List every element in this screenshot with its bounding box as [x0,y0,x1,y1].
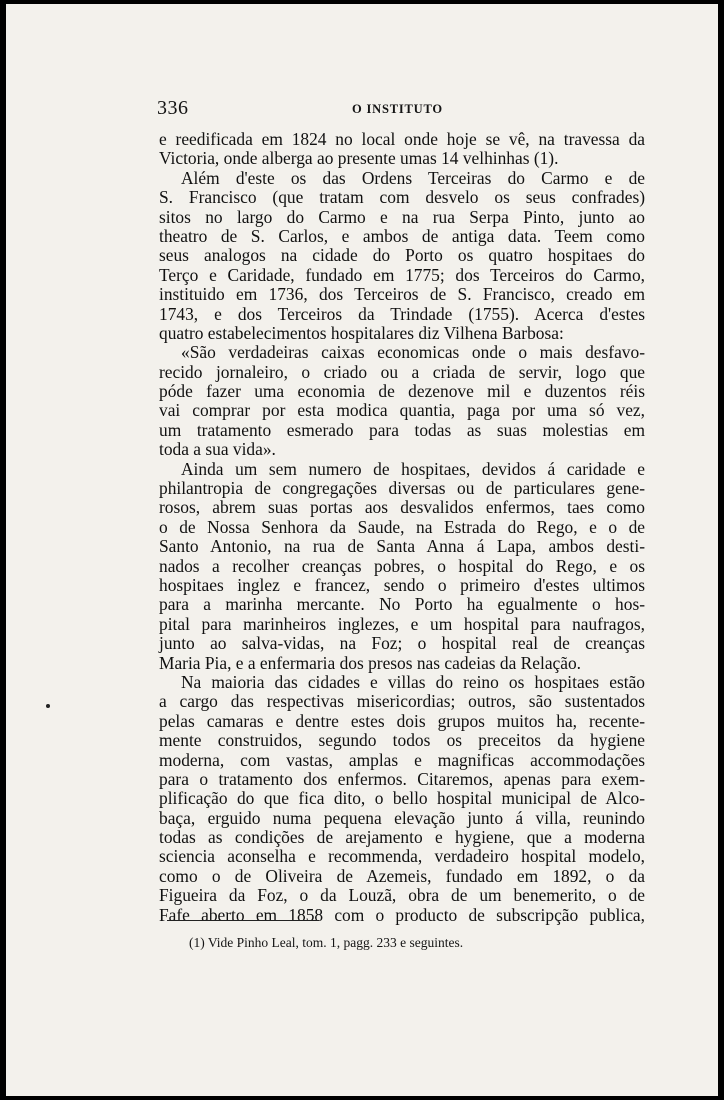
text-line: sciencia aconselha e recommenda, verdadeiro hospital modelo, [159,846,645,867]
text-line: todas as condições de arejamento e hygiene, que a moderna [159,827,645,848]
text-line: pital para marinheiros inglezes, e um hospital para naufragos, [159,613,645,634]
text-line: pelas camaras e dentre estes dois grupos muitos ha, recente- [159,710,645,731]
text-line: philantropia de congregações diversas ou de particulares gene- [159,478,645,499]
text-line: junto ao salva-vidas, na Foz; o hospital real de creanças [159,633,645,654]
text-line: Terço e Caridade, fundado em 1775; dos Terceiros do Carmo, [159,264,645,285]
text-line: rosos, abrem suas portas aos desvalidos enfermos, taes como [159,497,645,518]
text-line: Victoria, onde alberga ao presente umas 14 velhinhas (1). [159,148,559,169]
text-line: Figueira da Foz, o da Louzã, obra de um benemerito, o de [159,885,645,906]
text-line: mente construidos, segundo todos os preceitos da hygiene [159,730,645,751]
text-line: Além d'este os das Ordens Terceiras do Carmo e de [181,167,645,188]
footnote-divider [167,920,319,921]
text-line: nados a recolher creanças pobres, o hospital do Rego, e os [159,555,645,576]
text-line: recido jornaleiro, o criado ou a criada de servir, logo que [159,361,645,382]
text-line: toda a sua vida». [159,439,276,460]
text-line: Fafe aberto em 1858 com o producto de subscripção publica, [159,904,645,925]
scan-speck [46,704,50,708]
text-line: instituido em 1736, dos Terceiros de S. Francisco, creado em [159,284,645,305]
text-line: Ainda um sem numero de hospitaes, devidos á caridade e [181,458,645,479]
text-line: vai comprar por esta modica quantia, paga por uma só vez, [159,400,645,421]
text-line: quatro estabelecimentos hospitalares diz Vilhena Barbosa: [159,322,564,343]
text-line: plificação do que fica dito, o bello hospital municipal de Alco- [159,788,645,809]
text-line: Santo Antonio, na rua de Santa Anna á Lapa, ambos desti- [159,536,645,557]
page-number: 336 [157,97,189,119]
text-line: seus analogos na cidade do Porto os quatro hospitaes do [159,245,645,266]
footnote: (1) Vide Pinho Leal, tom. 1, pagg. 233 e seguintes. [189,935,464,950]
text-line: e reedificada em 1824 no local onde hoje se vê, na travessa da [159,129,645,149]
text-line: o de Nossa Senhora da Saude, na Estrada do Rego, e o de [159,516,645,537]
body-text [159,130,645,925]
running-title: O INSTITUTO [352,102,443,116]
text-line: Na maioria das cidades e villas do reino os hospitaes estão [181,671,645,692]
text-line: a cargo das respectivas misericordias; outros, são sustentados [159,691,645,712]
text-line: «São verdadeiras caixas economicas onde o mais desfavo- [181,342,645,363]
scan-border [718,0,724,1100]
text-line: hospitaes inglez e francez, sendo o primeiro d'estes ultimos [159,574,645,595]
text-line: 1743, e dos Terceiros da Trindade (1755). Acerca d'estes [159,303,645,324]
text-line: Maria Pia, e a enfermaria dos presos nas cadeias da Relação. [159,652,582,673]
text-line: para o tratamento dos enfermos. Citaremos, apenas para exem- [159,768,645,789]
text-line: baça, erguido numa pequena elevação junto á villa, reunindo [159,807,645,828]
text-line: moderna, com vastas, amplas e magnificas accommodações [159,749,645,770]
text-line: póde fazer uma economia de dezenove mil e duzentos réis [159,381,645,402]
text-line: theatro de S. Carlos, e ambos de antiga data. Teem como [159,225,645,246]
text-line: como o de Oliveira de Azemeis, fundado em 1892, o da [159,865,645,886]
text-line: S. Francisco (que tratam com desvelo os seus confrades) [159,187,645,208]
book-page [6,4,718,1096]
text-line: sitos no largo do Carmo e na rua Serpa Pinto, junto ao [159,206,645,227]
text-line: para a marinha mercante. No Porto ha egualmente o hos- [159,594,645,615]
text-line: um tratamento esmerado para todas as suas molestias em [159,419,645,440]
page-header [157,97,647,119]
